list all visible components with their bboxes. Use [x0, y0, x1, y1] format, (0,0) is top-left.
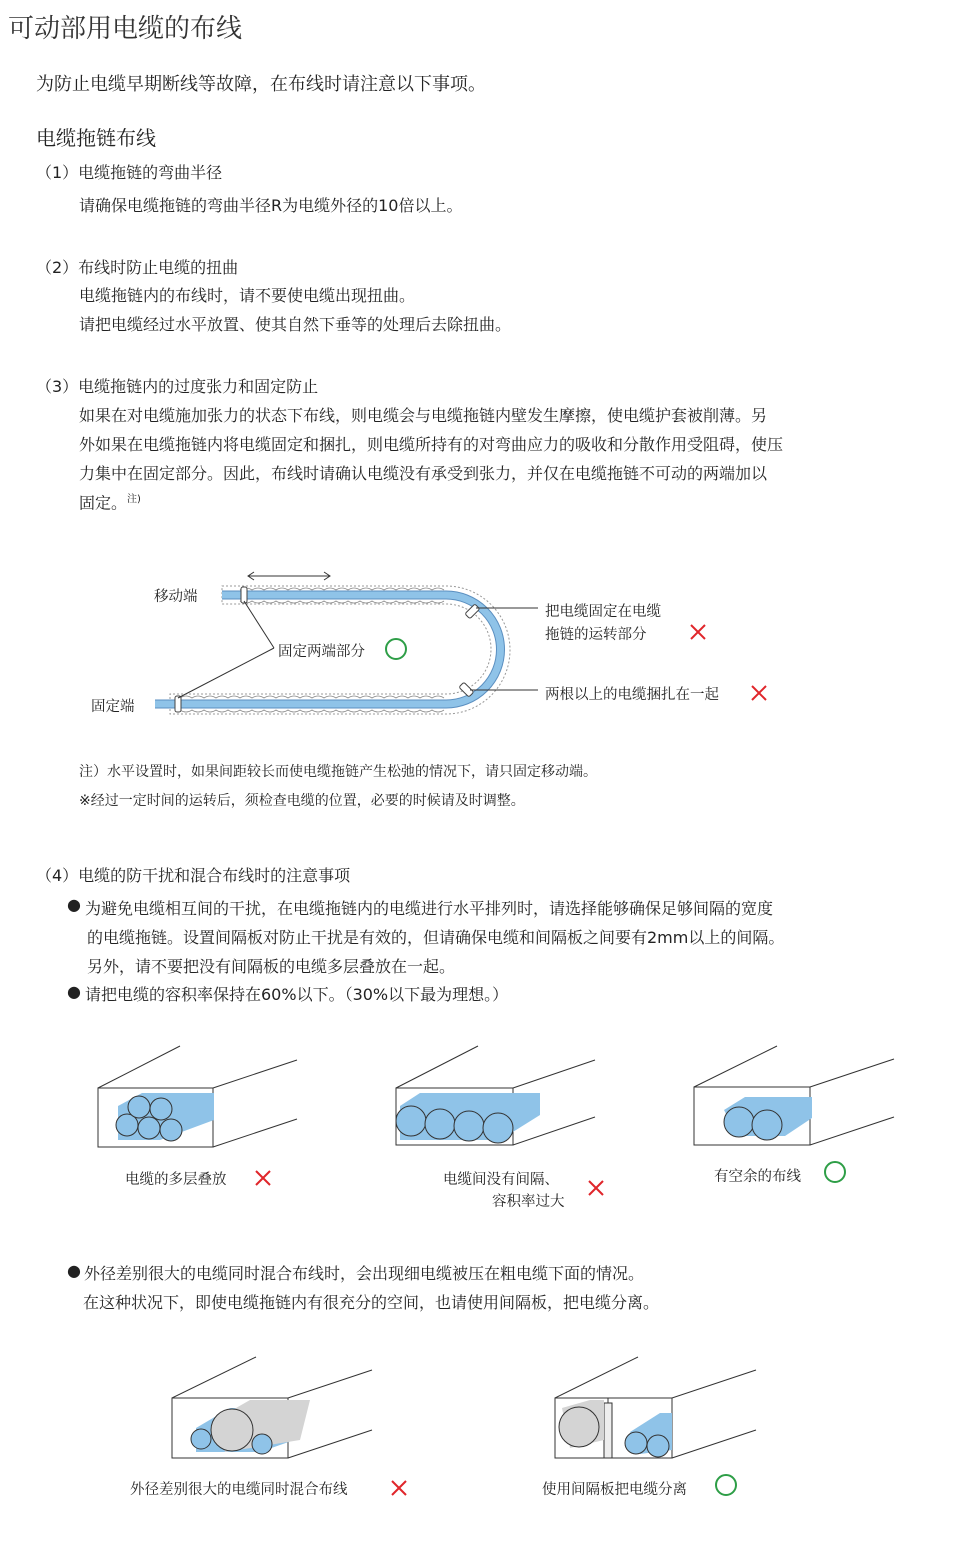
note-line: ※经过一定时间的运转后，须检查电缆的位置，必要的时候请及时调整。 — [79, 793, 525, 809]
fixed-end-label: 固定端 — [91, 699, 135, 715]
item3-line: 力集中在固定部分。因此，布线时请确认电缆没有承受到张力，并仅在电缆拖链不可动的两端加以 — [79, 464, 768, 483]
spare-label: 有空余的布线 — [714, 1169, 801, 1185]
ng-cross-icon — [392, 1481, 406, 1495]
item2-heading: （2）布线时防止电缆的扭曲 — [36, 258, 239, 277]
item4-bullet1-line: 的电缆拖链。设置间隔板对防止干扰是有效的，但请确保电缆和间隔板之间要有2mm以上的间隔。 — [87, 928, 785, 947]
fix-running-label: 把电缆固定在电缆 — [545, 604, 661, 620]
item4-bullet3-line: 在这种状况下，即使电缆拖链内有很充分的空间，也请使用间隔板，把电缆分离。 — [83, 1293, 660, 1312]
separator-label: 使用间隔板把电缆分离 — [542, 1482, 687, 1498]
item2-line: 电缆拖链内的布线时，请不要使电缆出现扭曲。 — [79, 286, 416, 305]
separator-plate — [604, 1403, 612, 1458]
intro-text: 为防止电缆早期断线等故障，在布线时请注意以下事项。 — [36, 74, 486, 95]
item3-line-last: 固定。$^{注)}$ — [79, 493, 141, 513]
item4-bullet1-line: 为避免电缆相互间的干扰，在电缆拖链内的电缆进行水平排列时，请选择能够确保足够间隔的宽度 — [85, 899, 774, 918]
item4-bullet2: 请把电缆的容积率保持在60%以下。（30%以下最为理想。） — [85, 985, 509, 1004]
item3-heading: （3）电缆拖链内的过度张力和固定防止 — [36, 377, 319, 396]
note-marker: 注) — [127, 494, 141, 505]
page-title: 可动部用电缆的布线 — [8, 14, 243, 44]
item4-heading: （4）电缆的防干扰和混合布线时的注意事项 — [36, 866, 351, 885]
item1-line: 请确保电缆拖链的弯曲半径R为电缆外径的10倍以上。 — [79, 196, 463, 215]
bundled-label: 两根以上的电缆捆扎在一起 — [545, 687, 719, 703]
no-gap-label: 容积率过大 — [492, 1194, 565, 1210]
ok-circle-icon — [716, 1475, 736, 1495]
item3-line: 外如果在电缆拖链内将电缆固定和捆扎，则电缆所持有的对弯曲应力的吸收和分散作用受阻碍，使压 — [79, 435, 784, 454]
item1-heading: （1）电缆拖链的弯曲半径 — [36, 163, 223, 182]
bullet-dot: ● — [67, 895, 81, 914]
bullet-dot: ● — [67, 1261, 81, 1280]
mixed-label: 外径差别很大的电缆同时混合布线 — [130, 1482, 348, 1498]
item4-bullet1-line: 另外，请不要把没有间隔板的电缆多层叠放在一起。 — [87, 957, 456, 976]
item3-line: 如果在对电缆施加张力的状态下布线，则电缆会与电缆拖链内壁发生摩擦，使电缆护套被削薄。另 — [79, 406, 768, 425]
no-gap-label: 电缆间没有间隔、 — [443, 1172, 559, 1188]
item2-line: 请把电缆经过水平放置、使其自然下垂等的处理后去除扭曲。 — [79, 315, 512, 334]
fix-both-ends-label: 固定两端部分 — [278, 644, 365, 660]
bullet-dot: ● — [67, 982, 81, 1001]
moving-end-label: 移动端 — [154, 589, 198, 605]
item4-bullet3-line: 外径差别很大的电缆同时混合布线时，会出现细电缆被压在粗电缆下面的情况。 — [84, 1264, 645, 1283]
section-title: 电缆拖链布线 — [36, 126, 156, 150]
fix-running-label: 拖链的运转部分 — [545, 627, 647, 643]
note-line: 注）水平设置时，如果间距较长而使电缆拖链产生松弛的情况下，请只固定移动端。 — [79, 764, 597, 780]
multi-layer-label: 电缆的多层叠放 — [125, 1172, 227, 1188]
